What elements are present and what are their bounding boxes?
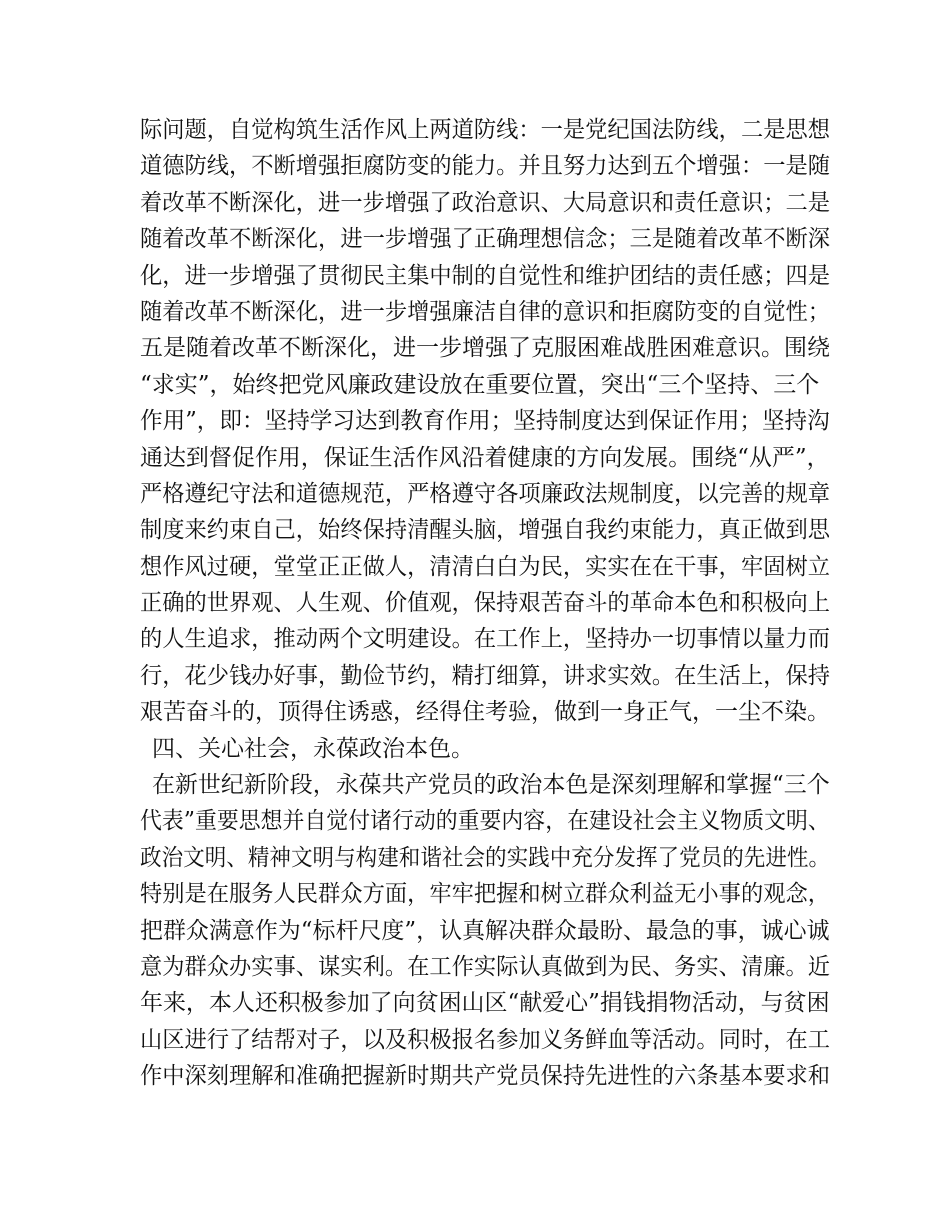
text-line: 想作风过硬，堂堂正正做人，清清白白为民，实实在在干事，牢固树立 <box>140 553 830 580</box>
section-heading: 四、关心社会，永葆政治本色。 <box>152 735 474 762</box>
text-line: “求实”，始终把党风廉政建设放在重要位置，突出“三个坚持、三个 <box>140 371 820 398</box>
text-line: 制度来约束自己，始终保持清醒头脑，增强自我约束能力，真正做到思 <box>140 517 830 544</box>
text-line: 正确的世界观、人生观、价值观，保持艰苦奋斗的革命本色和积极向上 <box>140 590 830 617</box>
text-line: 山区进行了结帮对子，以及积极报名参加义务鲜血等活动。同时，在工 <box>140 1026 830 1053</box>
text-line: 道德防线，不断增强拒腐防变的能力。并且努力达到五个增强：一是随 <box>140 153 830 180</box>
body-text <box>140 112 830 1095</box>
text-line: 化，进一步增强了贯彻民主集中制的自觉性和维护团结的责任感；四是 <box>140 262 830 289</box>
text-line: 随着改革不断深化，进一步增强了正确理想信念；三是随着改革不断深 <box>140 226 830 253</box>
paragraph-start-line: 在新世纪新阶段，永葆共产党员的政治本色是深刻理解和掌握“三个 <box>151 772 830 799</box>
text-line: 艰苦奋斗的，顶得住诱惑，经得住考验，做到一身正气，一尘不染。 <box>140 699 830 726</box>
text-line: 代表”重要思想并自觉付诸行动的重要内容，在建设社会主义物质文明、 <box>140 808 830 835</box>
text-line: 随着改革不断深化，进一步增强廉洁自律的意识和拒腐防变的自觉性； <box>140 298 830 325</box>
text-line: 际问题，自觉构筑生活作风上两道防线：一是党纪国法防线，二是思想 <box>140 117 830 143</box>
text-line: 严格遵纪守法和道德规范，严格遵守各项廉政法规制度，以完善的规章 <box>140 480 830 507</box>
text-line: 行，花少钱办好事，勤俭节约，精打细算，讲求实效。在生活上，保持 <box>140 662 830 689</box>
text-line: 着改革不断深化，进一步增强了政治意识、大局意识和责任意识；二是 <box>140 189 830 216</box>
text-line: 年来，本人还积极参加了向贫困山区“献爱心”捐钱捐物活动，与贫困 <box>140 990 830 1017</box>
text-line: 把群众满意作为“标杆尺度”，认真解决群众最盼、最急的事，诚心诚 <box>140 917 830 944</box>
text-line: 五是随着改革不断深化，进一步增强了克服困难战胜困难意识。围绕 <box>140 335 830 362</box>
text-line: 政治文明、精神文明与构建和谐社会的实践中充分发挥了党员的先进性。 <box>140 844 830 871</box>
text-line: 意为群众办实事、谋实利。在工作实际认真做到为民、务实、清廉。近 <box>140 953 830 980</box>
text-line: 特别是在服务人民群众方面，牢牢把握和树立群众利益无小事的观念， <box>140 881 830 908</box>
text-line: 作用”，即：坚持学习达到教育作用；坚持制度达到保证作用；坚持沟 <box>140 408 830 435</box>
text-line: 通达到督促作用，保证生活作风沿着健康的方向发展。围绕“从严”， <box>140 444 830 471</box>
text-line: 作中深刻理解和准确把握新时期共产党员保持先进性的六条基本要求和 <box>140 1063 830 1090</box>
text-line: 的人生追求，推动两个文明建设。在工作上，坚持办一切事情以量力而 <box>140 626 830 653</box>
